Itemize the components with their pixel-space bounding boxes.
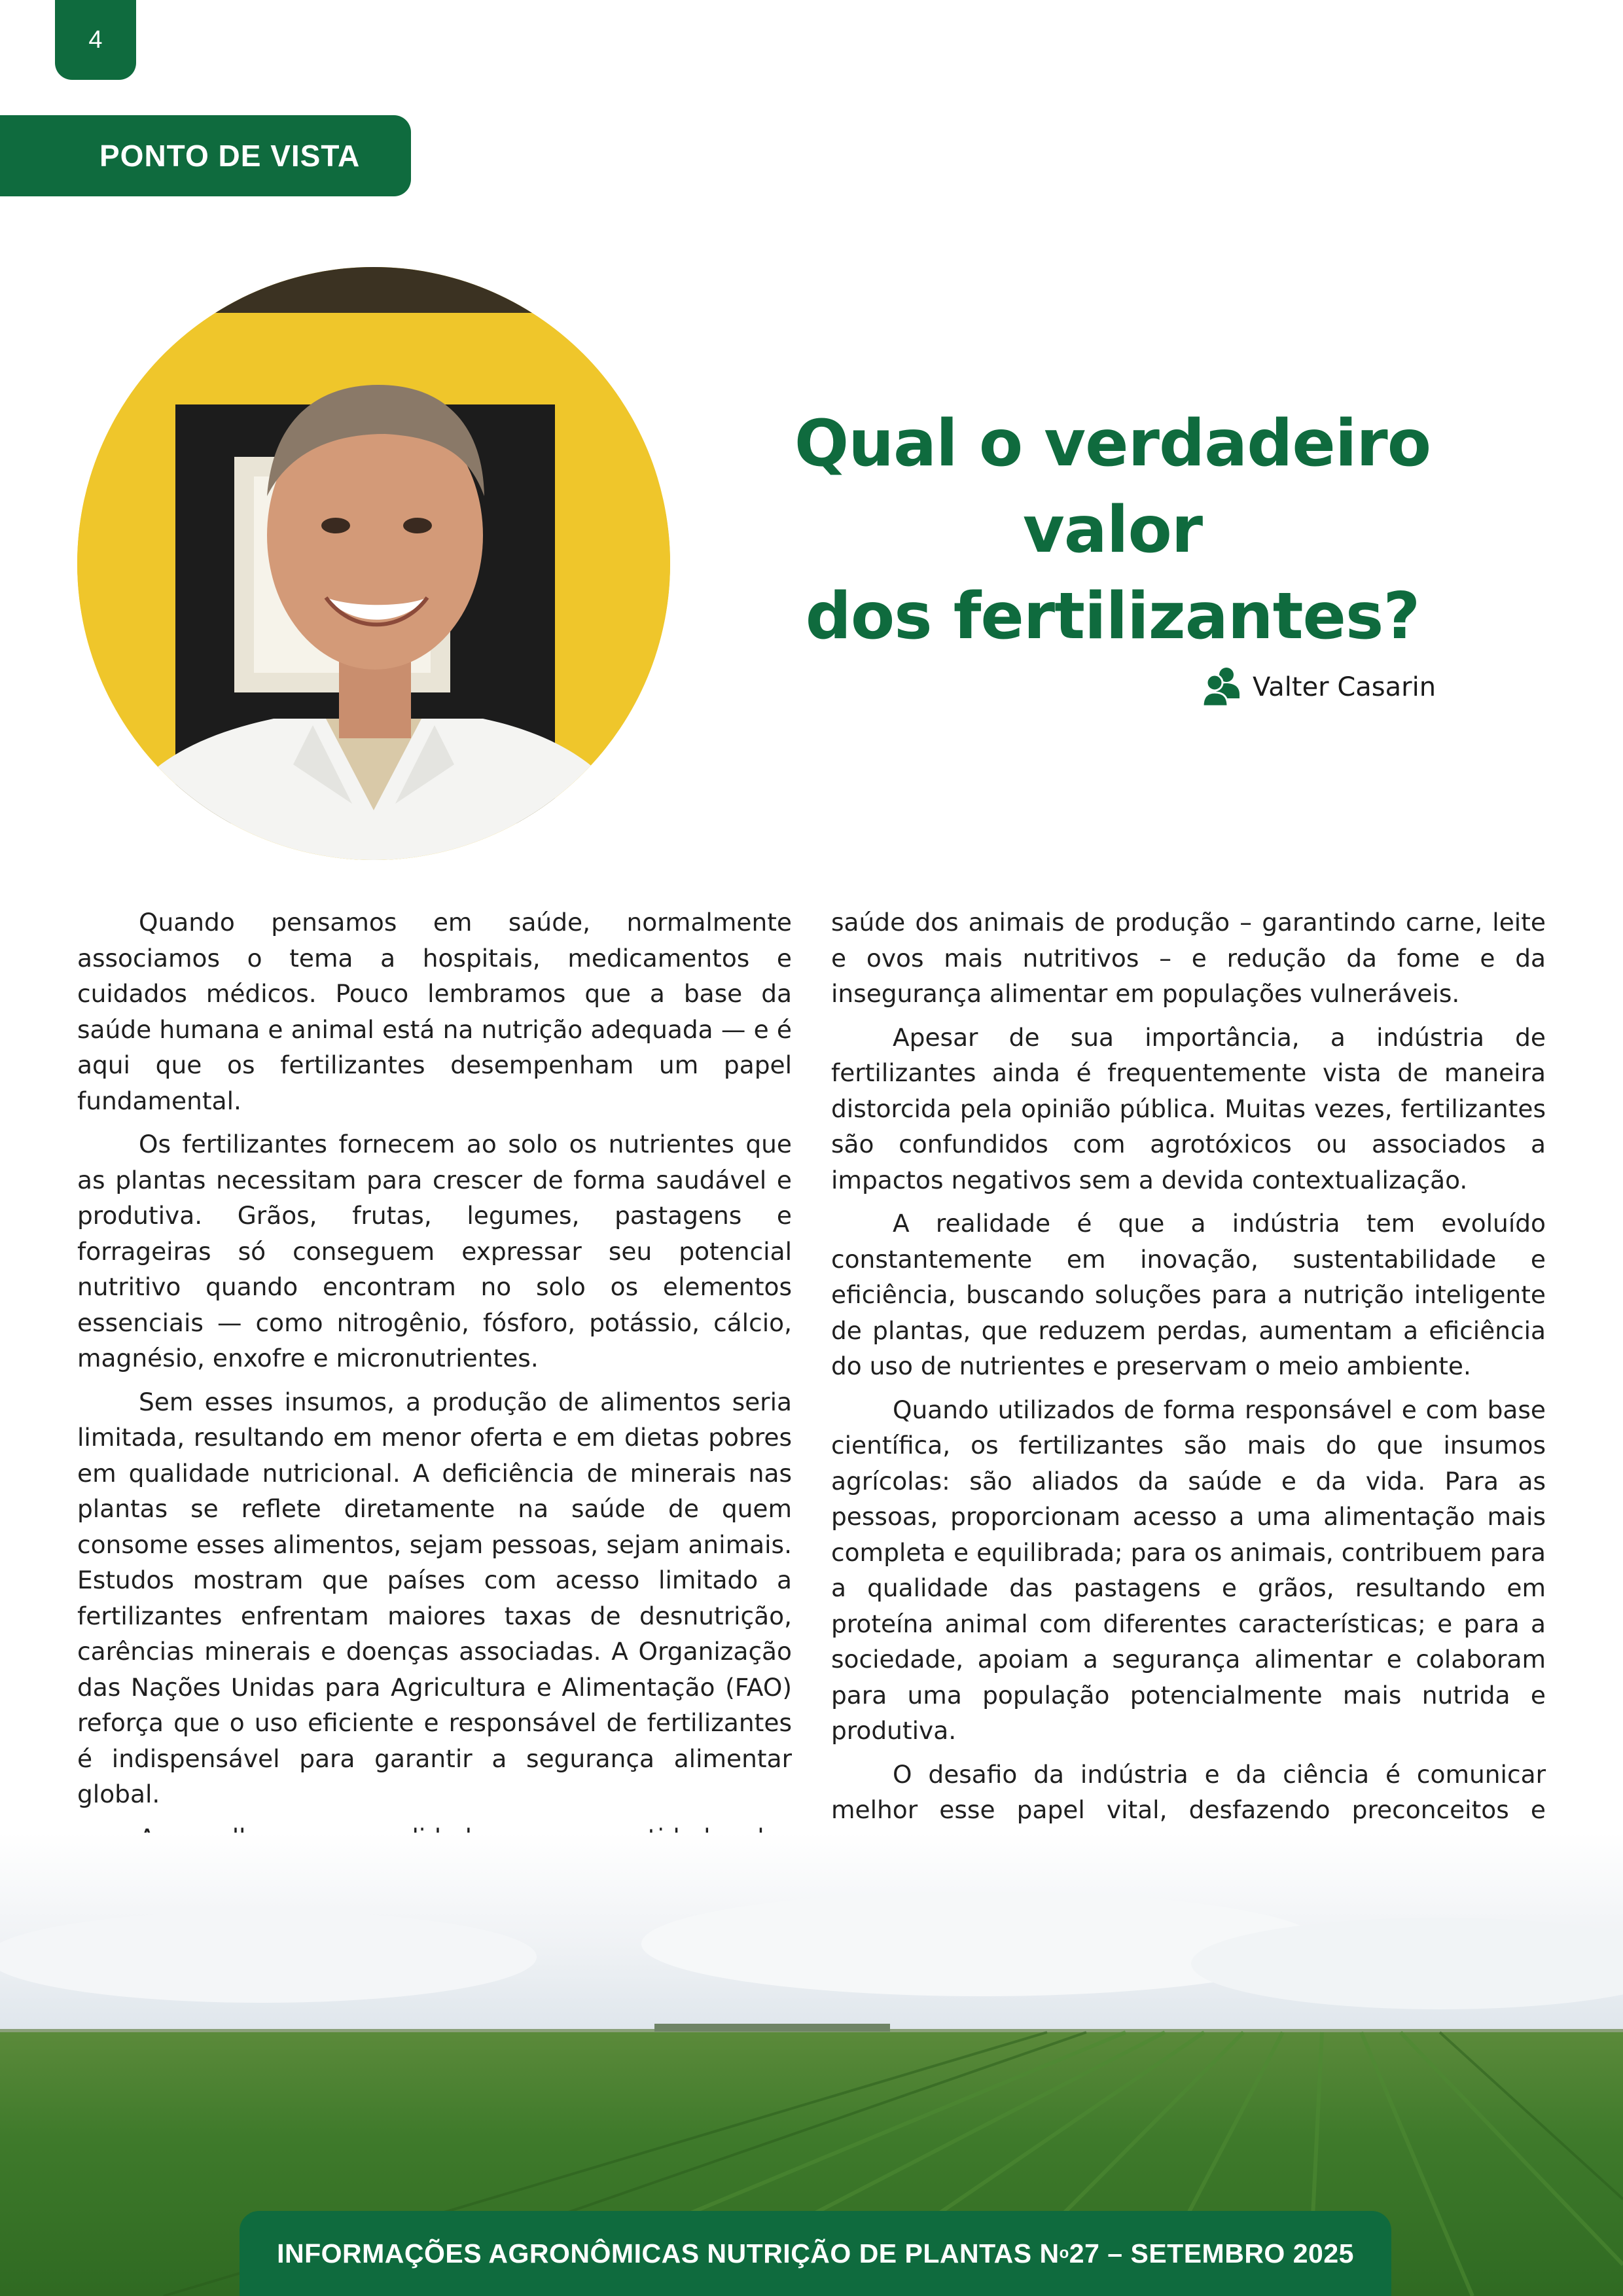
footer-publication-band: [240, 2211, 1391, 2296]
page-number-tab: [55, 0, 136, 80]
paragraph: Sem esses insumos, a produção de alimentos seria limitada, resultando em menor oferta e em dietas pobres em qualidade nutricional. A deficiência de minerais nas plantas se reflete diretamente na saúde de quem consome esses alimentos, sejam pessoas, sejam animais. Estudos mostram que países com acesso limitado a fertilizantes enfrentam maiores taxas de desnutrição, carências minerais e doenças associadas. A Organização das Nações Unidas para Agricultura e Alimentação (FAO) reforça que o uso eficiente e responsável de fertilizantes é indispensável para garantir a segurança alimentar global.: [77, 1387, 792, 1808]
footer-ordinal: o: [1059, 2244, 1069, 2262]
author-byline: [1202, 661, 1436, 713]
author-name: Valter Casarin: [1253, 672, 1436, 702]
paragraph: Quando pensamos em saúde, normalmente associamos o tema a hospitais, medicamentos e cuidados médicos. Pouco lembramos que a base da saúde humana e animal está na nutrição adequada — e é aqui que os fertilizantes desempenham um papel fundamental.: [77, 908, 792, 1115]
author-portrait: [77, 267, 670, 860]
article-title-line-2: dos fertilizantes?: [805, 579, 1420, 654]
footer-text-after: 27 – SETEMBRO 2025: [1069, 2238, 1354, 2269]
article-title-line-1: Qual o verdadeiro valor: [794, 406, 1431, 567]
article-title: [707, 401, 1518, 660]
paragraph: Quando utilizados de forma responsável e com base científica, os fertilizantes são mais do que insumos agrícolas: são aliados da saúde e da vida. Para as pessoas, proporcionam acesso a uma alimentação mais completa e equilibrada; para os animais, contribuem para a qualidade das pastagens e grãos, resultando em proteína animal com diferentes características; e para a sociedade, apoiam a segurança alimentar e colaboram para uma população potencialmente mais nutrida e produtiva.: [831, 1395, 1546, 1745]
paragraph: O desafio da indústria e da ciência é comunicar melhor esse papel vital, desfazendo preconceitos e: [831, 1759, 1546, 1824]
paragraph: A realidade é que a indústria tem evoluído constantemente em inovação, sustentabilidade e eficiência, buscando soluções para a nutrição inteligente de plantas, que reduzem perdas, aumentam a eficiência do uso de nutrientes e preservam o meio ambiente.: [831, 1209, 1546, 1380]
footer-text-before: INFORMAÇÕES AGRONÔMICAS NUTRIÇÃO DE PLANTAS N: [277, 2238, 1060, 2269]
portrait-illustration: [77, 267, 670, 860]
paragraph: Apesar de sua importância, a indústria de fertilizantes ainda é frequentemente vista de maneira distorcida pela opinião pública. Muitas vezes, fertilizantes são confundidos com agrotóxicos ou associados a impactos negativos sem a devida contextualização.: [831, 1022, 1546, 1194]
users-icon: [1202, 666, 1242, 709]
paragraph-continued: saúde dos animais de produção – garantindo carne, leite e ovos mais nutritivos – e redução da fome e da insegurança alimentar em populações vulneráveis.: [831, 908, 1546, 1008]
paragraph: Os fertilizantes fornecem ao solo os nutrientes que as plantas necessitam para crescer de forma saudável e produtiva. Grãos, frutas, legumes, pastagens e forrageiras só conseguem expressar seu potencial nutritivo quando encontram no solo os elementos essenciais — como nitrogênio, fósforo, potássio, cálcio, magnésio, enxofre e micronutrientes.: [77, 1130, 792, 1372]
section-label: [0, 115, 411, 196]
page-number: 4: [88, 26, 103, 54]
section-label-text: PONTO DE VISTA: [99, 139, 361, 173]
